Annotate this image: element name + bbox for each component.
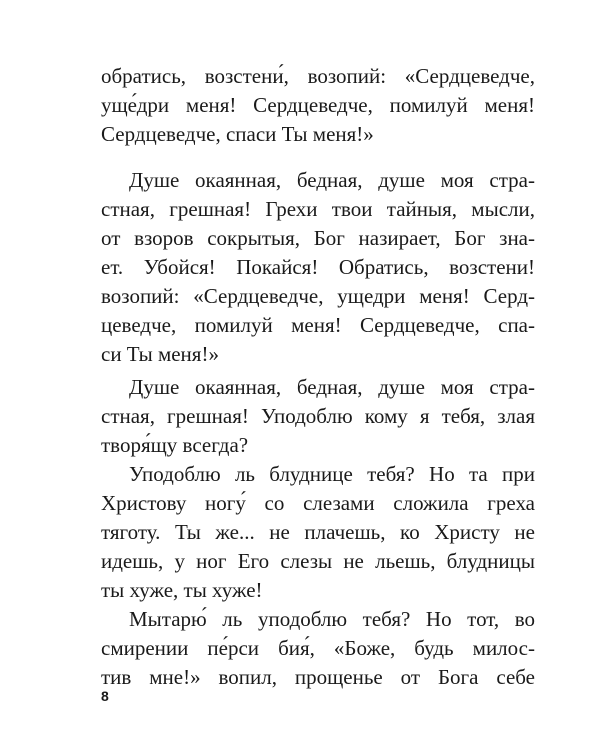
- text-line: стная, грешная! Грехи твои тайныя, мысли,: [101, 197, 535, 221]
- text-line: тив мне!» вопил, прощенье от Бога себе: [101, 665, 535, 689]
- text-line: Душе окаянная, бедная, душе моя стра-: [129, 375, 535, 399]
- text-line: возопий: «Сердцеведче, ущедри меня! Серд-: [101, 284, 535, 308]
- paragraph-3: [101, 373, 535, 692]
- text-line: си Ты меня!»: [101, 342, 219, 366]
- text-line: Уподоблю ль блуднице тебя? Но та при: [129, 462, 535, 486]
- text-line: ты хуже, ты хуже!: [101, 578, 263, 602]
- text-line: Сердцеведче, спаси Ты меня!»: [101, 122, 374, 146]
- paragraph-2: [101, 166, 535, 369]
- paragraph-1: [101, 62, 535, 149]
- page-number: 8: [101, 688, 109, 704]
- text-line: уще́дри меня! Сердцеведче, помилуй меня!: [101, 93, 535, 117]
- text-line: тяготу. Ты же... не плачешь, ко Христу не: [101, 520, 535, 544]
- text-line: творя́щу всегда?: [101, 433, 249, 457]
- text-line: стная, грешная! Уподоблю кому я тебя, злая: [101, 404, 535, 428]
- text-line: цеведче, помилуй меня! Сердцеведче, спа-: [101, 313, 535, 337]
- text-line: Душе окаянная, бедная, душе моя стра-: [129, 168, 535, 192]
- text-line: Христову ногу́ со слезами сложила греха: [101, 491, 535, 515]
- text-line: обратись, возстени́, возопий: «Сердцеведче,: [101, 64, 535, 88]
- text-line: ет. Убойся! Покайся! Обратись, возстени!: [101, 255, 535, 279]
- text-line: идешь, у ног Его слезы не льешь, блудницы: [101, 549, 535, 573]
- text-line: смирении пе́рси бия́, «Боже, будь милос-: [101, 636, 535, 660]
- text-line: от взоров сокрытыя, Бог назирает, Бог зна-: [101, 226, 535, 250]
- text-line: Мытарю́ ль уподоблю тебя? Но тот, во: [129, 607, 535, 631]
